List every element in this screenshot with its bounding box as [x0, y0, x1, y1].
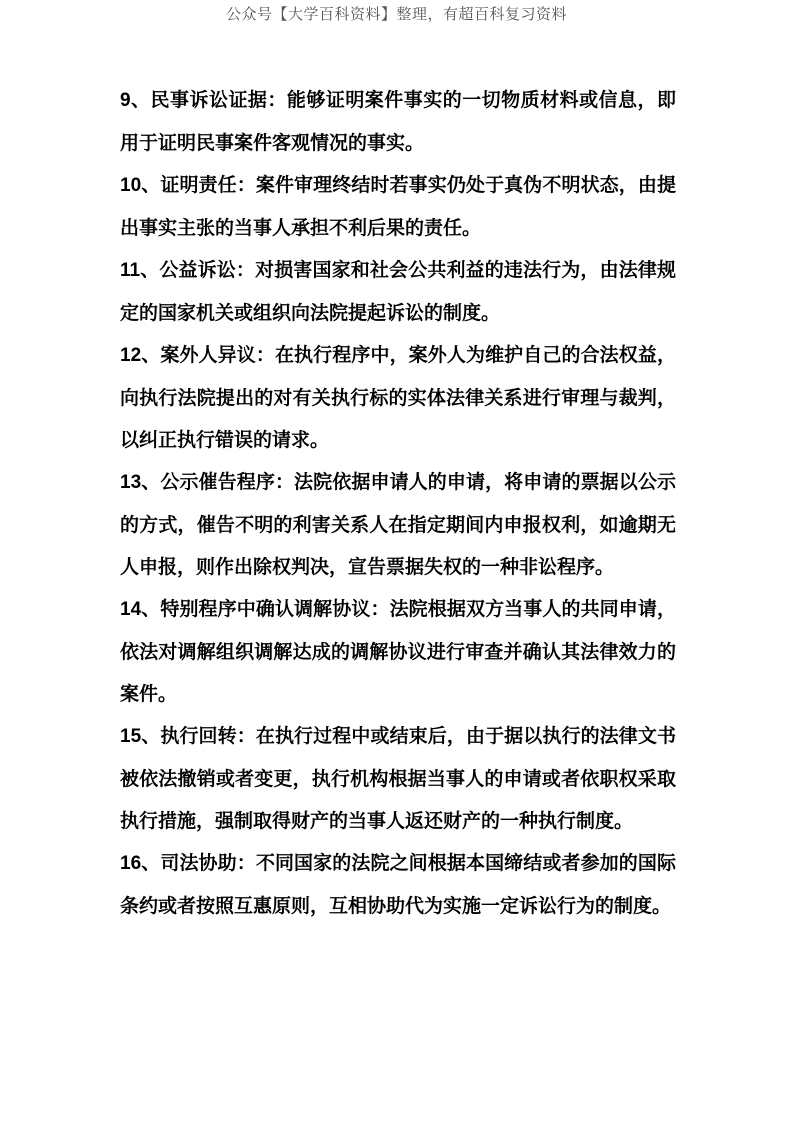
page-header: 公众号【大学百科资料】整理，有超百科复习资料: [225, 5, 567, 23]
entry-text: 、公示催告程序：法院依据申请人的申请，将申请的票据以公示的方式，催告不明的利害关系人在指定期间内申报权利，如逾期无人申报，则作出除权判决，宣告票据失权的一种非讼程序。: [120, 471, 676, 578]
entry-number: 12: [120, 345, 142, 366]
entry-text: 、执行回转：在执行过程中或结束后，由于据以执行的法律文书被依法撤销或者变更，执行机构根据当事人的申请或者依职权采取执行措施，强制取得财产的当事人返还财产的一种执行制度。: [120, 725, 676, 832]
entry-text: 、司法协助：不同国家的法院之间根据本国缔结或者参加的国际条约或者按照互惠原则，互相协助代为实施一定诉讼行为的制度。: [120, 852, 676, 917]
definition-entry-15: [120, 715, 676, 842]
entry-number: 9: [120, 90, 131, 111]
entry-number: 16: [120, 853, 142, 874]
document-body: [120, 79, 676, 927]
definition-entry-11: [120, 249, 676, 334]
entry-text: 、案外人异议：在执行程序中，案外人为维护自己的合法权益，向执行法院提出的对有关执行标的实体法律关系进行审理与裁判，以纠正执行错误的请求。: [120, 344, 676, 451]
entry-number: 10: [120, 175, 142, 196]
entry-number: 13: [120, 472, 142, 493]
entry-number: 15: [120, 726, 142, 747]
entry-text: 、民事诉讼证据：能够证明案件事实的一切物质材料或信息，即用于证明民事案件客观情况的事实。: [120, 89, 676, 154]
entry-text: 、公益诉讼：对损害国家和社会公共利益的违法行为，由法律规定的国家机关或组织向法院提起诉讼的制度。: [120, 259, 676, 324]
definition-entry-9: [120, 79, 676, 164]
definition-entry-16: [120, 842, 676, 927]
entry-number: 11: [120, 260, 141, 281]
entry-text: 、特别程序中确认调解协议：法院根据双方当事人的共同申请，依法对调解组织调解达成的调解协议进行审查并确认其法律效力的案件。: [120, 598, 676, 705]
definition-entry-12: [120, 334, 676, 461]
definition-entry-14: [120, 588, 676, 715]
entry-text: 、证明责任：案件审理终结时若事实仍处于真伪不明状态，由提出事实主张的当事人承担不利后果的责任。: [120, 174, 676, 239]
entry-number: 14: [120, 599, 142, 620]
definition-entry-10: [120, 164, 676, 249]
definition-entry-13: [120, 461, 676, 588]
